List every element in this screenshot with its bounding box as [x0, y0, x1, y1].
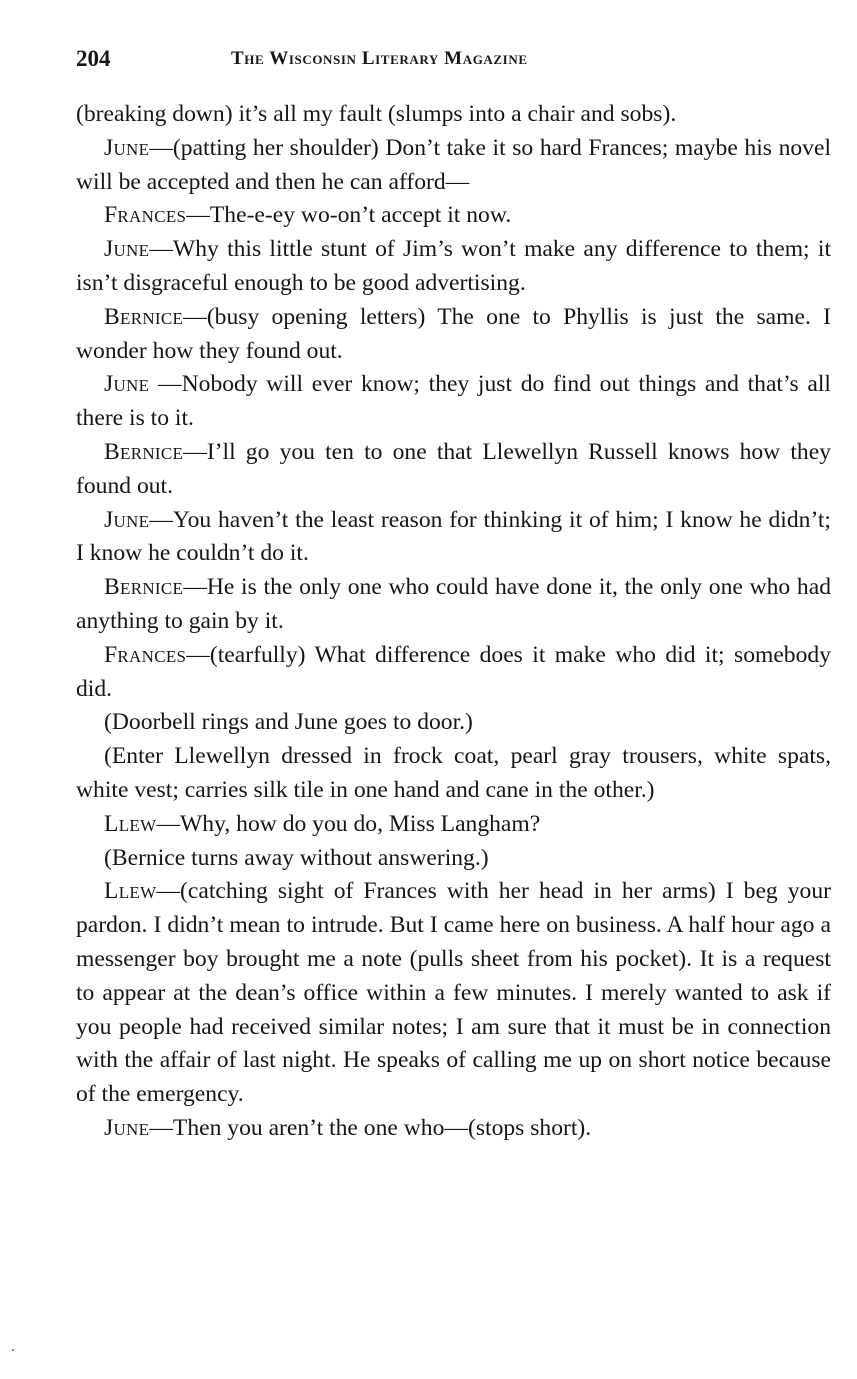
paragraph [76, 808, 831, 842]
paragraph [76, 233, 831, 301]
speaker-name: Frances [104, 202, 187, 229]
paragraph [76, 571, 831, 639]
speech: —Why, how do you do, Miss Langham? [156, 810, 541, 837]
speaker-name: Llew [104, 878, 157, 905]
paragraph [76, 639, 831, 707]
speech: (Bernice turns away without answering.) [104, 844, 489, 871]
speech: —The-e-ey wo-on’t accept it now. [186, 202, 512, 229]
speech: (breaking down) it’s all my fault (slumps into a chair and sobs). [76, 101, 677, 127]
speaker-name: Bernice [104, 574, 184, 601]
speaker-name: Bernice [104, 303, 184, 330]
body-text [76, 98, 831, 1146]
paragraph [76, 301, 831, 369]
running-title: The Wisconsin Literary Magazine [231, 48, 528, 69]
stage-direction [76, 740, 831, 808]
running-header [76, 40, 831, 80]
speech: —He is the only one who could have done it, the only one who had anything to gain by it. [76, 574, 831, 634]
speaker-name: June [104, 1114, 150, 1141]
paragraph [76, 436, 831, 504]
paragraph [76, 504, 831, 572]
speech: —(tearfully) What difference does it make who did it; somebody did. [76, 641, 831, 702]
paragraph [76, 199, 831, 233]
paragraph [76, 875, 831, 1112]
speech: —Then you aren’t the one who—(stops short). [149, 1114, 592, 1141]
speech: —I’ll go you ten to one that Llewellyn Russell knows how they found out. [76, 438, 831, 499]
book-page [76, 40, 831, 1146]
speaker-name: June [104, 134, 150, 161]
paragraph [76, 132, 831, 200]
speaker-name: Frances [104, 641, 187, 668]
paragraph [76, 98, 831, 132]
print-speck [12, 1349, 14, 1351]
speech: (Enter Llewellyn dressed in frock coat, pearl gray trousers, white spats, white vest; carries silk tile in one hand and cane in the other.) [76, 743, 831, 803]
speech: —(patting her shoulder) Don’t take it so hard Frances; maybe his novel will be accepted and then he can afford— [76, 134, 831, 195]
speaker-name: June [104, 371, 150, 398]
speaker-name: June [104, 236, 150, 263]
speech: (Doorbell rings and June goes to door.) [104, 709, 473, 736]
speaker-name: Bernice [104, 438, 184, 465]
speaker-name: Llew [104, 810, 157, 837]
paragraph [76, 368, 831, 436]
speech: —Why this little stunt of Jim’s won’t make any difference to them; it isn’t disgraceful enough to be good advertising. [76, 236, 831, 296]
stage-direction [76, 842, 831, 876]
page-number: 204 [76, 46, 111, 71]
speech: —You haven’t the least reason for thinking it of him; I know he didn’t; I know he couldn’t do it. [76, 506, 831, 567]
paragraph [76, 1112, 831, 1146]
speech: —Nobody will ever know; they just do find out things and that’s all there is to it. [76, 371, 831, 432]
speech: —(busy opening letters) The one to Phyllis is just the same. I wonder how they found out. [76, 303, 831, 364]
stage-direction [76, 706, 831, 740]
speech: —(catching sight of Frances with her head in her arms) I beg your pardon. I didn’t mean to intrude. But I came here on business. A half hour ago a messenger boy brought me a note (pulls sheet from his pocket). It is a request to appear at the dean’s office within a few minutes. I merely wanted to ask if you people had received similar notes; I am sure that it must be in connection with the affair of last night. He speaks of calling me up on short notice because of the emergency. [76, 878, 831, 1108]
speaker-name: June [104, 506, 150, 533]
